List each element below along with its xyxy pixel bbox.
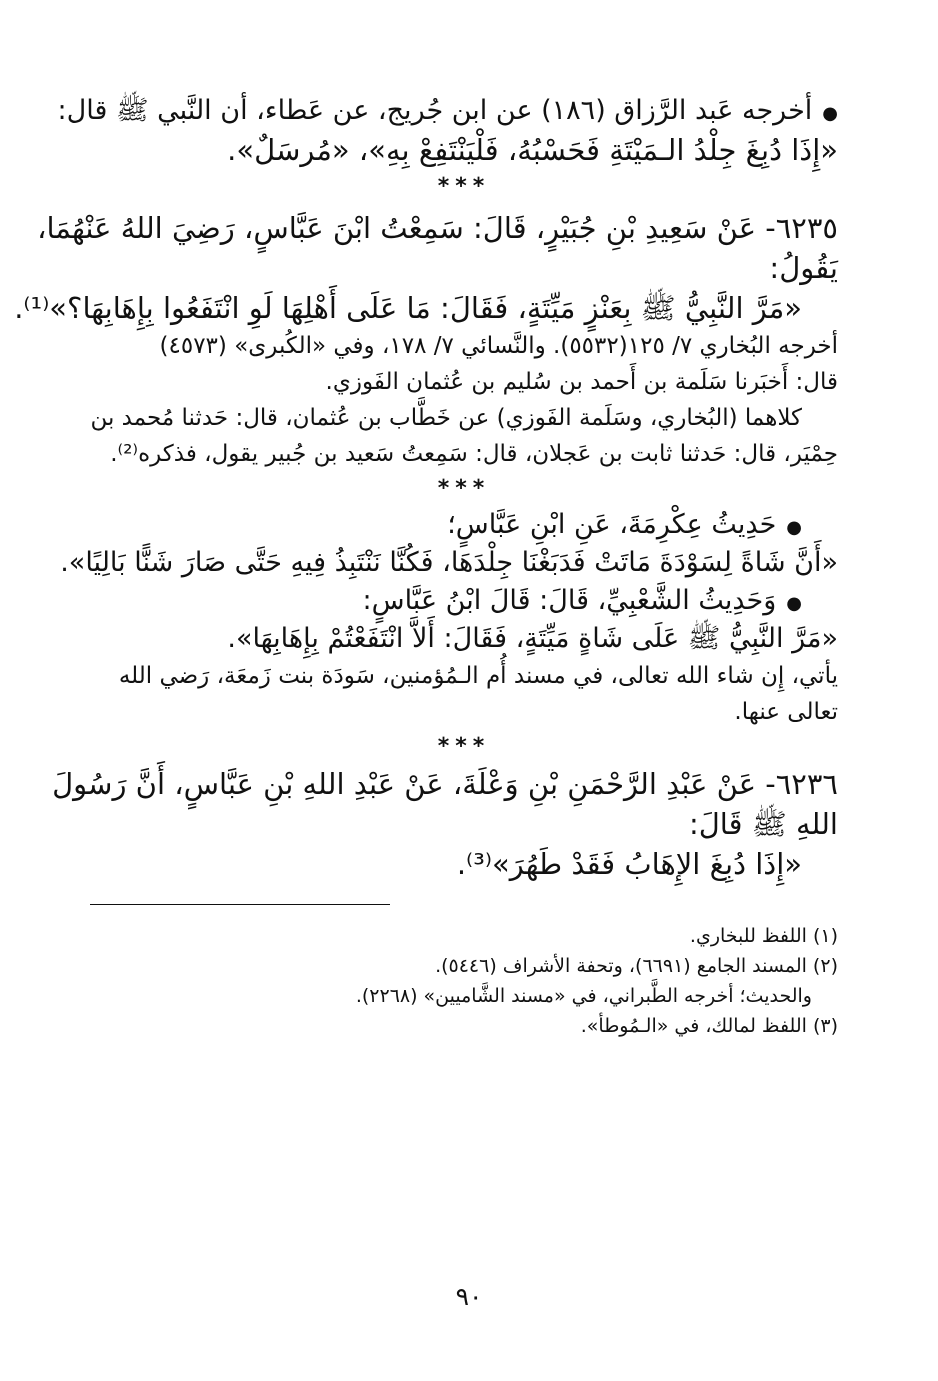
takhrij-line: أخرجه البُخاري ٧/ ١٢٥(٥٥٣٢). والنَّسائي ٧/ ١٧٨، وفي «الكُبرى» (٤٥٧٣)	[159, 333, 838, 359]
takhrij-line: قال: أَخبَرنا سَلَمة بن أَحمد بن سُليم بن عُثمان الفَوزي.	[325, 369, 838, 395]
footnote-2: (٢) المسند الجامع (٦٦٩١)، وتحفة الأشراف (٥٤٤٦).	[435, 955, 838, 977]
bullet-icon: ●	[822, 103, 838, 124]
footnote-2-cont: والحديث؛ أخرجه الطَّبراني، في «مسند الشَّاميين» (٢٢٦٨).	[355, 985, 812, 1007]
bullet-ikrima	[90, 506, 838, 544]
hadith-6235-heading-cont: يَقُولُ:	[769, 251, 838, 285]
page-number: ٩٠	[455, 1282, 483, 1311]
separator-stars: ***	[437, 476, 491, 501]
hadith-6236-heading: ٦٢٣٦- عَنْ عَبْدِ الرَّحْمَنِ بْنِ وَعْلَةَ، عَنْ عَبْدِ اللهِ بْنِ عَبَّاسٍ، أَنَّ رَسُولَ	[52, 767, 838, 801]
bullet-icon: ●	[786, 593, 802, 614]
shabi-matn: «مَرَّ النَّبِيُّ ﷺ عَلَى شَاةٍ مَيِّتَةٍ، فَقَالَ: أَلاَّ انْتَفَعْتُمْ بِإِهَابِهَا».	[227, 623, 838, 654]
isnad-line: كلاهما (البُخاري، وسَلَمة الفَوزي) عن خَطَّاب بن عُثمان، قال: حَدثنا مُحمد بن	[90, 405, 802, 431]
yati-line: يأتي، إِن شاء الله تعالى، في مسند أُم الـمُؤمنين، سَودَة بنت زَمعَة، رَضي الله	[118, 663, 838, 689]
yati-line: تعالى عنها.	[734, 699, 838, 725]
paragraph-abdurrazzaq	[57, 92, 838, 130]
ikrima-matn: «أَنَّ شَاةً لِسَوْدَةَ مَاتَتْ فَدَبَغْنَا جِلْدَهَا، فَكُنَّا نَنْتَبِذُ فِيهِ حَتَّى صَارَ شَنًّا بَالِيًا».	[60, 547, 838, 578]
footnote-3: (٣) اللفظ لمالك، في «الـمُوطأ».	[580, 1015, 838, 1037]
footnote-1: (١) اللفظ للبخاري.	[689, 925, 838, 947]
hadith-6236-matn: «إِذَا دُبِغَ الإِهَابُ فَقَدْ طَهُرَ»⁽³⁾.	[456, 847, 802, 881]
separator-stars: ***	[437, 734, 491, 759]
quote-line: «إِذَا دُبِغَ جِلْدُ الـمَيْتَةِ فَحَسْبُهُ، فَلْيَنْتَفِعْ بِهِ»، «مُرسَلٌ».	[227, 133, 838, 167]
isnad-line: حِمْيَر، قال: حَدثنا ثابت بن عَجلان، قال: سَمِعتُ سَعيد بن جُبير يقول، فذكره⁽²⁾.	[110, 441, 838, 467]
bullet-icon: ●	[786, 517, 802, 538]
hadith-6235-heading: ٦٢٣٥- عَنْ سَعِيدِ بْنِ جُبَيْرٍ، قَالَ: سَمِعْتُ ابْنَ عَبَّاسٍ، رَضِيَ اللهُ عَنْهُمَا،	[37, 211, 838, 245]
hadith-6236-heading-cont: اللهِ ﷺ قَالَ:	[688, 807, 838, 841]
separator-stars: ***	[437, 174, 491, 199]
text-line: أخرجه عَبد الرَّزاق (١٨٦) عن ابن جُريج، عن عَطاء، أن النَّبي ﷺ قال:	[57, 95, 813, 126]
page-body	[14, 92, 838, 1041]
bullet-text: حَدِيثُ عِكْرِمَةَ، عَنِ ابْنِ عَبَّاسٍ؛	[447, 509, 777, 540]
bullet-shabi	[90, 582, 838, 620]
footnote-divider	[90, 904, 390, 905]
bullet-text: وَحَدِيثُ الشَّعْبِيِّ، قَالَ: قَالَ ابْنُ عَبَّاسٍ:	[362, 585, 777, 616]
hadith-6235-matn: «مَرَّ النَّبِيُّ ﷺ بِعَنْزٍ مَيِّتَةٍ، فَقَالَ: مَا عَلَى أَهْلِهَا لَوِ انْتَفَعُوا بِإِهَابِهَا؟»⁽¹⁾.	[14, 291, 802, 325]
